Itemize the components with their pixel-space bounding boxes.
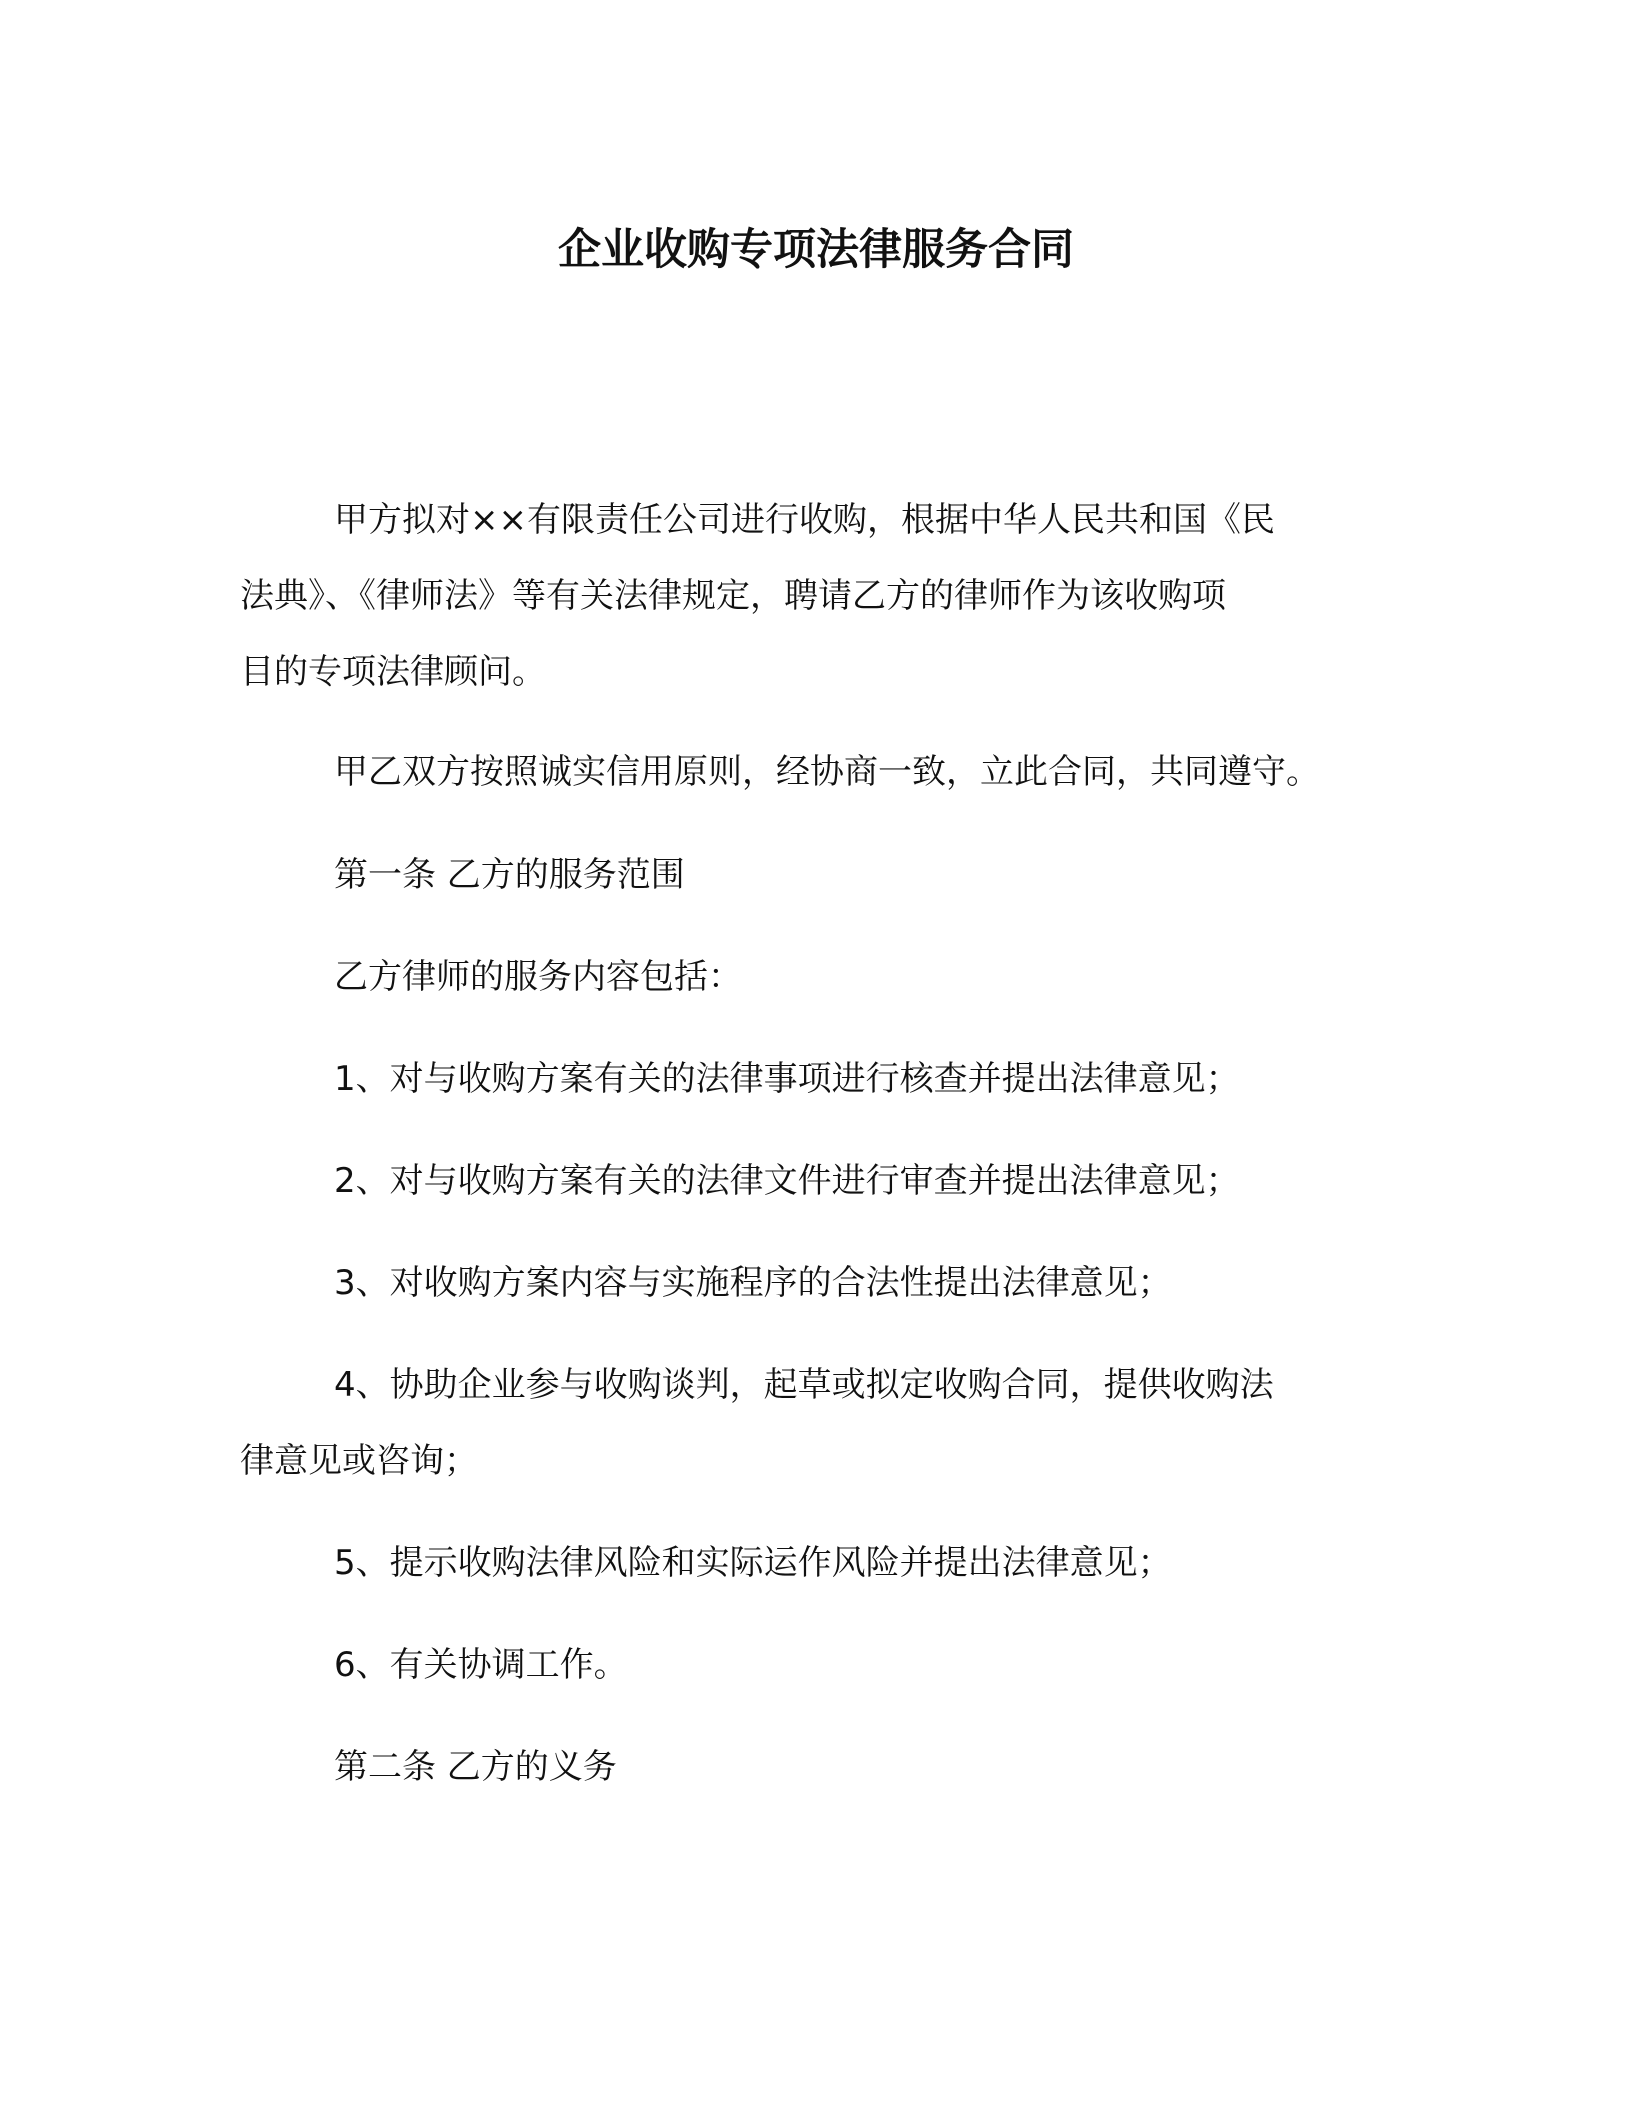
text-line: 律意见或咨询； [240, 1441, 478, 1481]
paragraph-service-intro [240, 939, 1400, 1015]
text-line: 3、对收购方案内容与实施程序的合法性提出法律意见； [334, 1263, 1172, 1303]
article-heading-1 [240, 837, 1400, 913]
text-line: 第一条 乙方的服务范围 [334, 855, 685, 895]
list-item-1 [240, 1041, 1400, 1117]
document-title: 企业收购专项法律服务合同 [558, 225, 1074, 275]
list-item-3 [240, 1245, 1400, 1321]
list-item-6 [240, 1627, 1400, 1703]
text-line: 法典》、《律师法》等有关法律规定，聘请乙方的律师作为该收购项 [240, 576, 1226, 616]
text-line: 第二条 乙方的义务 [334, 1747, 617, 1787]
text-line: 1、对与收购方案有关的法律事项进行核查并提出法律意见； [334, 1059, 1240, 1099]
text-line: 乙方律师的服务内容包括： [334, 957, 742, 997]
text-line: 甲方拟对××有限责任公司进行收购，根据中华人民共和国《民 [334, 500, 1275, 540]
text-line: 6、有关协调工作。 [334, 1645, 628, 1685]
text-line: 4、协助企业参与收购谈判，起草或拟定收购合同，提供收购法 [334, 1365, 1274, 1405]
paragraph-intro [240, 482, 1400, 710]
paragraph-principle [240, 734, 1400, 810]
list-item-5 [240, 1525, 1400, 1601]
text-line: 甲乙双方按照诚实信用原则，经协商一致，立此合同，共同遵守。 [334, 752, 1320, 792]
list-item-4 [240, 1347, 1400, 1499]
article-heading-2 [240, 1729, 1400, 1805]
list-item-2 [240, 1143, 1400, 1219]
text-line: 目的专项法律顾问。 [240, 652, 546, 692]
text-line: 5、提示收购法律风险和实际运作风险并提出法律意见； [334, 1543, 1172, 1583]
text-line: 2、对与收购方案有关的法律文件进行审查并提出法律意见； [334, 1161, 1240, 1201]
